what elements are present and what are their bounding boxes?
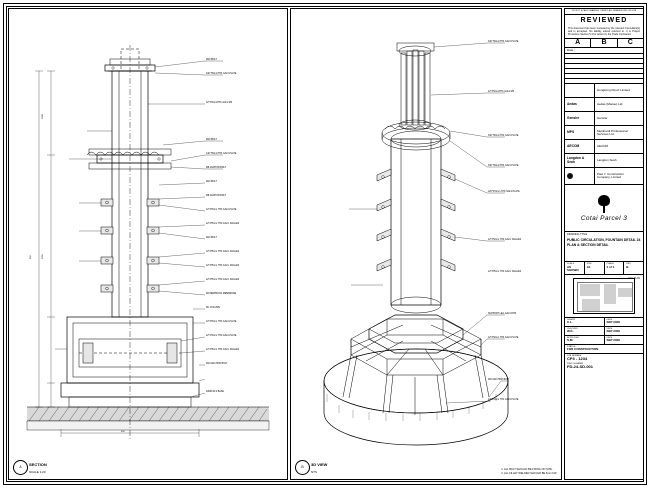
status-label: STATUS bbox=[567, 345, 576, 348]
meta-row-scale bbox=[565, 262, 643, 274]
date-label: DATE bbox=[606, 318, 613, 321]
consultant-logo: AECOM bbox=[565, 140, 595, 153]
key-plan[interactable] bbox=[573, 278, 635, 314]
callout: 12*370mm THK GALV.PLATE bbox=[488, 337, 519, 339]
three-d-view-panel bbox=[290, 8, 562, 480]
drawing-title-label: DRAWING TITLE bbox=[567, 233, 588, 237]
date-label: DATE bbox=[606, 327, 613, 330]
status-value: FOR CONSTRUCTION bbox=[567, 347, 599, 352]
phase-label: PHASE bbox=[606, 263, 614, 266]
callout: M16 BOLT bbox=[206, 181, 217, 183]
drawn-date-cell bbox=[605, 318, 644, 326]
checked-date-cell bbox=[605, 327, 644, 335]
consultant-row bbox=[565, 154, 643, 168]
callout: 12*370mm THK GALV.PLATE bbox=[206, 335, 237, 337]
tree-logo-icon bbox=[597, 195, 611, 213]
grade-b[interactable]: B bbox=[591, 39, 617, 47]
rev-value: B bbox=[626, 264, 629, 269]
contractor-name: Paul Y. Construction Company, Limited bbox=[597, 172, 624, 180]
status-row bbox=[565, 345, 643, 354]
section-scale: SCALE 1:20 bbox=[29, 470, 46, 474]
checked-cell bbox=[565, 327, 605, 335]
dwg-no-value: FD-24-SD-001 bbox=[567, 364, 594, 370]
consultant-row bbox=[565, 140, 643, 154]
title-block bbox=[564, 8, 644, 480]
grade-c[interactable]: C bbox=[627, 38, 633, 46]
consultant-name: Langdon Seah bbox=[597, 158, 617, 163]
callout: SUPPORT LEG GALV.RHS bbox=[488, 313, 517, 315]
date-value: SEP 2009 bbox=[606, 329, 620, 334]
consultant-name: AECOM bbox=[597, 144, 609, 149]
callout: 12*375mm THK GALV. ANGLES bbox=[206, 223, 240, 225]
consultant-logo: Langdon & Seah bbox=[565, 154, 595, 167]
scale-label: SCALE bbox=[567, 263, 575, 266]
callout: M16 BOLT bbox=[206, 59, 217, 61]
approved-value: S.M. bbox=[567, 338, 574, 343]
drawn-label: DRAWN bbox=[567, 318, 576, 321]
grade-a[interactable]: A bbox=[565, 39, 591, 47]
callout: 12*370mm THK GALV.PLATE bbox=[206, 209, 237, 211]
consultant-logo: Gensler bbox=[565, 112, 595, 125]
meta-row-checked bbox=[565, 327, 643, 336]
reviewed-stamp-body: This document has been reviewed by the relevant Consultant(s) and is accepted. No liability unless referred to. It is Project Procedure Section 5.4 for action by the Trade Contractor. bbox=[568, 26, 640, 36]
callout: L20*370mm THK GALV.PLATE bbox=[488, 191, 520, 193]
callout: WATERPROOF MEMBRANE bbox=[206, 293, 237, 295]
callout: 12*370mm THK GALV. ANGLES bbox=[488, 239, 522, 241]
callout: M16 BOLT bbox=[206, 237, 217, 239]
revision-rows bbox=[565, 54, 643, 84]
reviewed-stamp-title: REVIEWED bbox=[580, 16, 628, 24]
checked-value: W.K. bbox=[567, 329, 574, 334]
phase-value: 1 of 1 bbox=[606, 264, 615, 269]
drawing-title-block bbox=[565, 232, 643, 262]
drawn-value: C.L. bbox=[567, 320, 573, 325]
contractor-logo bbox=[565, 168, 595, 184]
consultant-logo: Aedas bbox=[565, 98, 595, 111]
consultant-logo bbox=[565, 84, 595, 97]
key-plan-block bbox=[565, 275, 643, 318]
iso-scale: NTS bbox=[311, 470, 317, 474]
approved-cell bbox=[565, 336, 605, 344]
callout: 12*370mmTHK GALV.MS bbox=[488, 91, 515, 93]
consultant-name: Gensler bbox=[597, 116, 608, 121]
svg-text:1200: 1200 bbox=[42, 254, 44, 259]
consultant-row bbox=[565, 84, 643, 98]
contractor-row bbox=[565, 168, 643, 185]
consultant-row bbox=[565, 112, 643, 126]
grade-row bbox=[565, 38, 643, 48]
consultant-name: Hongkong Direct Limited bbox=[597, 88, 630, 93]
note-line: 2. ALL FILLET WELDED SHOULD BE 6mm FW. bbox=[501, 471, 557, 475]
callout: 12*375mm THK GALV. ANGLES bbox=[206, 279, 240, 281]
section-view-panel bbox=[8, 8, 288, 480]
callout: 340 *50mmTHK GALV.PLATE bbox=[206, 73, 237, 75]
section-drawing bbox=[9, 9, 287, 479]
callout: M8 ANCHOR BOLT bbox=[206, 195, 227, 197]
project-logo-block bbox=[565, 185, 643, 232]
scale-value: AS SHOWN bbox=[567, 264, 579, 273]
contractor-mark-icon bbox=[567, 173, 573, 179]
drawn-cell bbox=[565, 318, 605, 326]
approved-label: APPROVED bbox=[567, 336, 580, 339]
callout: M16 BOLT bbox=[206, 139, 217, 141]
svg-text:450: 450 bbox=[121, 431, 125, 433]
isometric-drawing bbox=[291, 9, 561, 479]
svg-text:2000: 2000 bbox=[42, 114, 44, 119]
job-no-label: JOB NUMBER bbox=[567, 354, 582, 357]
callout: 12*375mm THK GALV. ANGLES bbox=[206, 265, 240, 267]
callout: 12*375mm THK GALV. ANGLES bbox=[206, 349, 240, 351]
phase-cell bbox=[605, 262, 625, 273]
do-not-scale-note: DO NOT SCALE DRAWING. VERIFY ALL DIMENSIONS ON SITE bbox=[571, 10, 637, 12]
date-value: SEP 2009 bbox=[606, 320, 620, 325]
callout: 340 *50mmTHK GALV.PLATE bbox=[488, 165, 519, 167]
callout: 140 *50mmTHK GALV.PLATE bbox=[206, 153, 237, 155]
meta-row-drawn bbox=[565, 318, 643, 327]
drawing-number-block bbox=[565, 354, 643, 371]
approved-date-cell bbox=[605, 336, 644, 344]
stamp-date-field[interactable]: Date : bbox=[565, 48, 643, 54]
note-line: 1. ALL BOLT SHOULD BE FIXING ON SITE. bbox=[501, 468, 553, 472]
callout: 340 *50mmTHK GALV.PLATE bbox=[488, 41, 519, 43]
callout: M16 ANCHOR BOLT bbox=[206, 363, 228, 365]
callout: 40MM M.S BASE bbox=[206, 391, 224, 393]
callout: 12*370mmTHK GALV.MS bbox=[206, 102, 233, 104]
consultant-row bbox=[565, 98, 643, 112]
callout: M16 ANCHOR BOLT bbox=[488, 379, 510, 381]
callout: RC COLUMN bbox=[206, 307, 220, 309]
size-label: SIZE bbox=[586, 263, 592, 266]
callout: 12*370mm THK GALV.PLATE bbox=[488, 399, 519, 401]
project-name: Cotai Parcel 3 bbox=[580, 214, 628, 222]
date-value: SEP 2009 bbox=[606, 338, 620, 343]
drawing-title-value: PUBLIC CIRCULATION, FOUNTAIN DETAIL 24 PLAN & SECTION DETAIL bbox=[567, 238, 641, 247]
callout: 340 *50mmTHK GALV.PLATE bbox=[488, 135, 519, 137]
size-cell bbox=[585, 262, 605, 273]
svg-text:650: 650 bbox=[30, 255, 32, 259]
date-label: DATE bbox=[606, 336, 613, 339]
view-tag-b: B bbox=[295, 460, 310, 475]
meta-row-approved bbox=[565, 336, 643, 345]
view-tag-a: A bbox=[13, 460, 28, 475]
callout: 12*370mm THK GALV.PLATE bbox=[206, 321, 237, 323]
general-notes bbox=[501, 468, 557, 475]
checked-label: CHECKED bbox=[567, 327, 578, 330]
consultant-row bbox=[565, 126, 643, 140]
dwg-no-label: DWG. NUMBER bbox=[567, 362, 584, 365]
job-no-value: CP3 - 1234 bbox=[567, 356, 588, 362]
revision-row bbox=[565, 79, 643, 84]
callout: 12*375mm THK GALV. ANGLES bbox=[488, 271, 522, 273]
size-value: A1 bbox=[586, 264, 591, 269]
consultant-name: Aedas (Macau) Ltd. bbox=[597, 102, 624, 107]
consultant-logo: MPS bbox=[565, 126, 595, 139]
section-label: SECTION bbox=[29, 462, 47, 467]
iso-label: 3D VIEW bbox=[311, 462, 328, 467]
rev-cell bbox=[624, 262, 643, 273]
key-plan-label: KEY PLAN bbox=[628, 276, 640, 280]
callout: M8 ANCHOR BOLT bbox=[206, 167, 227, 169]
callout: 12*375mm THK GALV. ANGLES bbox=[206, 251, 240, 253]
scale-cell bbox=[565, 262, 585, 273]
consultant-name: Meinhardt Professional Services Ltd. bbox=[597, 128, 628, 136]
rev-label: REV. bbox=[626, 263, 632, 266]
